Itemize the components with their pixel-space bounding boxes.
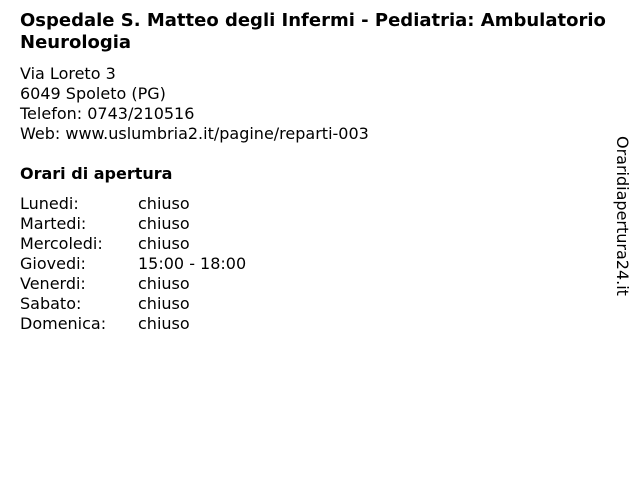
time-value: chiuso	[138, 234, 190, 253]
site-watermark: Oraridiapertura24.it	[613, 136, 632, 296]
day-label: Mercoledi:	[20, 234, 103, 253]
day-label: Domenica:	[20, 314, 107, 333]
hours-row-saturday	[20, 294, 246, 314]
address-block	[20, 64, 369, 144]
hours-row-sunday	[20, 314, 246, 334]
time-value: chiuso	[138, 294, 190, 313]
hours-row-thursday	[20, 254, 246, 274]
opening-hours-heading: Orari di apertura	[20, 164, 173, 183]
street-address: Via Loreto 3	[20, 64, 116, 83]
time-value: chiuso	[138, 214, 190, 233]
day-label: Giovedi:	[20, 254, 86, 273]
city-address: 6049 Spoleto (PG)	[20, 84, 166, 103]
phone-number: Telefon: 0743/210516	[20, 104, 195, 123]
page-title: Ospedale S. Matteo degli Infermi - Pediatria: Ambulatorio Neurologia	[20, 10, 606, 53]
time-value: chiuso	[138, 274, 190, 293]
hours-row-friday	[20, 274, 246, 294]
website-link[interactable]: Web: www.uslumbria2.it/pagine/reparti-003	[20, 124, 369, 143]
day-label: Venerdi:	[20, 274, 86, 293]
time-value: 15:00 - 18:00	[138, 254, 247, 273]
day-label: Sabato:	[20, 294, 82, 313]
hours-row-monday	[20, 194, 246, 214]
day-label: Martedi:	[20, 214, 87, 233]
time-value: chiuso	[138, 314, 190, 333]
time-value: chiuso	[138, 194, 190, 213]
opening-hours-table	[20, 194, 246, 334]
hours-row-wednesday	[20, 234, 246, 254]
day-label: Lunedi:	[20, 194, 79, 213]
hours-row-tuesday	[20, 214, 246, 234]
